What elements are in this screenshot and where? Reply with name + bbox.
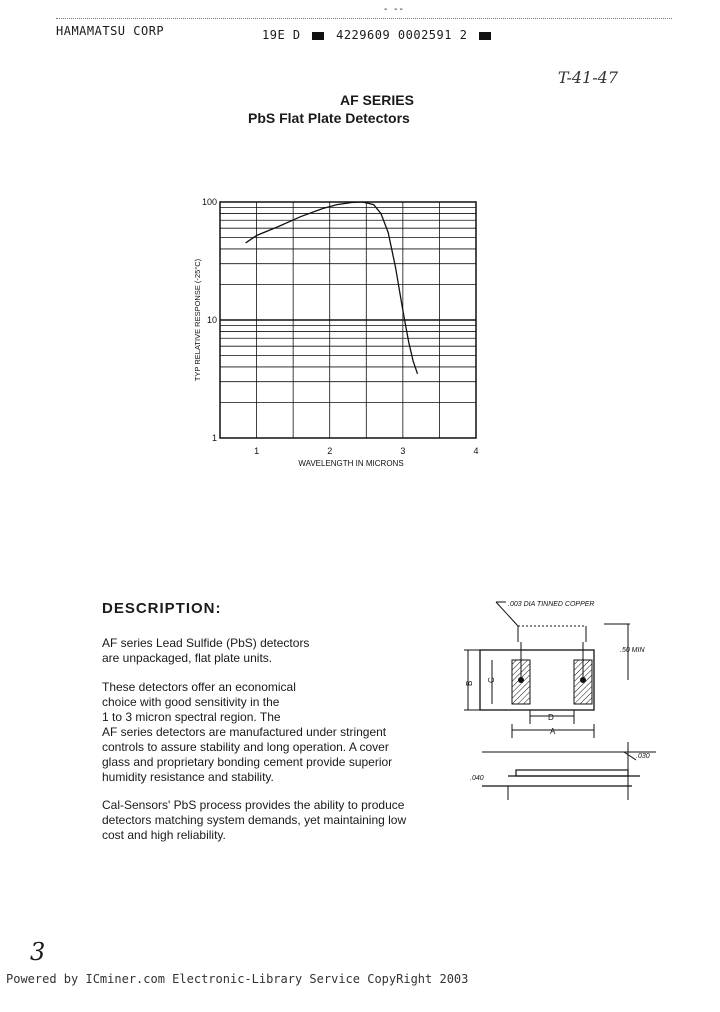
y-axis-label: TYP RELATIVE RESPONSE (-25°C) xyxy=(193,258,202,382)
dim-d-label: D xyxy=(548,713,554,722)
code-prefix: 19E D xyxy=(262,28,301,42)
lead-wire-label: .003 DIA TINNED COPPER xyxy=(508,601,595,608)
description-heading: DESCRIPTION: xyxy=(102,600,222,617)
top-dashes: - -- xyxy=(384,4,405,15)
code-number-1: 4229609 xyxy=(336,28,391,42)
cover-glass xyxy=(516,770,628,776)
description-line: 1 to 3 micron spectral region. The xyxy=(102,710,281,724)
header-rule xyxy=(56,18,672,19)
barcode-block-icon xyxy=(479,32,491,40)
barcode-block-icon xyxy=(312,32,324,40)
description-line: AF series detectors are manufactured under stringent xyxy=(102,725,387,739)
series-title: AF SERIES xyxy=(340,92,414,108)
thickness-side-label: .040 xyxy=(470,775,484,782)
description-line: humidity resistance and stability. xyxy=(102,770,274,784)
description-line: cost and high reliability. xyxy=(102,828,226,842)
description-line: are unpackaged, flat plate units. xyxy=(102,651,273,665)
description-line: Cal-Sensors' PbS process provides the ability to produce xyxy=(102,798,405,812)
spectral-response-chart xyxy=(180,190,500,480)
description-paragraph-1 xyxy=(102,636,422,666)
page-number: 3 xyxy=(30,938,46,966)
product-subtitle: PbS Flat Plate Detectors xyxy=(248,110,410,126)
description-line: choice with good sensitivity in the xyxy=(102,695,280,709)
y-tick-label: 100 xyxy=(201,197,217,207)
dim-c-label: C xyxy=(487,677,496,683)
description-paragraph-3 xyxy=(102,798,422,843)
document-code xyxy=(262,28,495,42)
handwritten-reference: T-41-47 xyxy=(557,68,618,87)
description-line: controls to assure stability and long operation. A cover xyxy=(102,740,389,754)
company-name: HAMAMATSU CORP xyxy=(56,24,165,38)
dim-b-label: B xyxy=(465,680,474,686)
x-tick-label: 2 xyxy=(327,446,333,456)
description-line: These detectors offer an economical xyxy=(102,680,296,694)
thickness-top-label: .030 xyxy=(636,753,650,760)
x-tick-label: 3 xyxy=(400,446,406,456)
chart-grid xyxy=(220,202,476,438)
copyright-footer: Powered by ICminer.com Electronic-Library Service CopyRight 2003 xyxy=(6,972,469,986)
detector-dimension-drawing xyxy=(456,590,672,805)
x-tick-label: 4 xyxy=(473,446,479,456)
description-line: AF series Lead Sulfide (PbS) detectors xyxy=(102,636,310,650)
x-tick-label: 1 xyxy=(254,446,260,456)
response-curve xyxy=(246,202,418,374)
min-length-label: .50 MIN xyxy=(620,647,645,654)
dim-a-label: A xyxy=(550,727,556,736)
x-axis-label: WAVELENGTH IN MICRONS xyxy=(298,459,404,468)
description-line: glass and proprietary bonding cement provide superior xyxy=(102,755,393,769)
y-tick-label: 10 xyxy=(206,315,217,325)
description-paragraph-2 xyxy=(102,680,422,785)
y-tick-label: 1 xyxy=(211,433,217,443)
description-line: detectors matching system demands, yet maintaining low xyxy=(102,813,407,827)
code-number-2: 0002591 2 xyxy=(397,28,468,42)
